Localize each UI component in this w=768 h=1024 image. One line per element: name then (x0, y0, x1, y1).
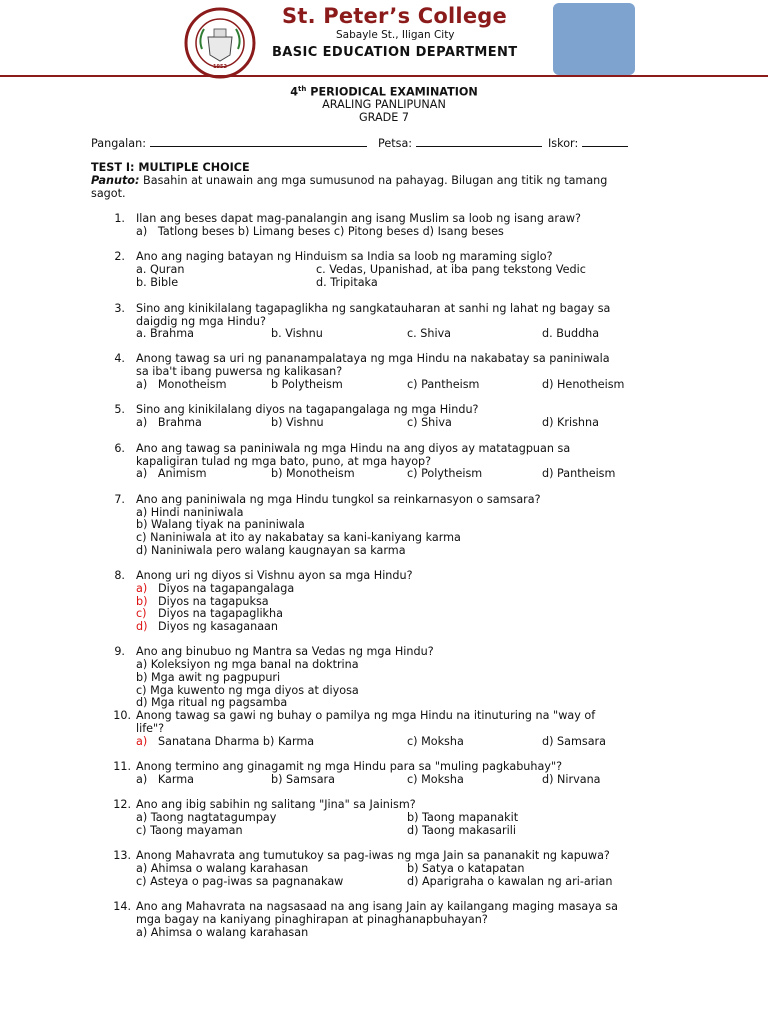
question-number: 2. (114, 250, 125, 263)
option-d: d. Buddha (542, 327, 600, 340)
question-text: Anong termino ang ginagamit ng mga Hindu para sa "muling pagkabuhay"? (136, 760, 563, 773)
question-number: 11. (113, 760, 131, 773)
exam-title: 4th PERIODICAL EXAMINATION (290, 85, 478, 99)
option-a: a. Quran (136, 263, 185, 276)
question-text-cont: life"? (136, 722, 165, 735)
question-text: Ano ang paniniwala ng mga Hindu tungkol sa reinkarnasyon o samsara? (136, 493, 541, 506)
option-a: a) Koleksiyon ng mga banal na doktrina (136, 658, 359, 671)
question-text: Anong tawag sa uri ng pananampalataya ng mga Hindu na nakabatay sa paniniwala (136, 352, 610, 365)
option-c: c) Mga kuwento ng mga diyos at diyosa (136, 684, 359, 697)
question-number: 8. (114, 569, 125, 582)
option-b: b) Taong mapanakit (407, 811, 519, 824)
question-text: Ano ang ibig sabihin ng salitang "Jina" sa Jainism? (136, 798, 416, 811)
option-c: c) Polytheism (407, 467, 483, 480)
option-c: c. Shiva (407, 327, 452, 340)
option-b: b. Vishnu (271, 327, 323, 340)
option-d: Diyos ng kasaganaan (158, 620, 278, 633)
name-blank[interactable] (150, 136, 367, 147)
option-c: c) Naniniwala at ito ay nakabatay sa kani-kaniyang karma (136, 531, 461, 544)
question-number: 12. (113, 798, 131, 811)
question-text-cont: sa iba't ibang puwersa ng kalikasan? (136, 365, 343, 378)
date-field[interactable]: Petsa: (378, 136, 542, 150)
option-d: d. Tripitaka (316, 276, 378, 289)
option-a-letter: a) (136, 735, 148, 748)
option-d: d) Mga ritual ng pagsamba (136, 696, 288, 709)
option-a: a) Animism (136, 467, 207, 480)
question-text: Ano ang naging batayan ng Hinduism sa India sa loob ng maraming siglo? (136, 250, 553, 263)
question-text: Anong tawag sa gawi ng buhay o pamilya ng mga Hindu na itinuturing na "way of (136, 709, 596, 722)
question-number: 9. (114, 645, 125, 658)
instructions-cont: sagot. (91, 187, 126, 200)
option-b: Diyos na tagapuksa (158, 595, 269, 608)
option-d: d) Henotheism (542, 378, 625, 391)
option-b: b. Bible (136, 276, 179, 289)
question-number: 5. (114, 403, 125, 416)
option-d: d) Pantheism (542, 467, 616, 480)
header-divider (0, 75, 768, 77)
option-c: c) Moksha (407, 735, 464, 748)
option-c: c) Asteya o pag-iwas sa pagnanakaw (136, 875, 344, 888)
option-d: d) Samsara (542, 735, 607, 748)
option-c-letter: c) (136, 607, 147, 620)
question-number: 14. (113, 900, 131, 913)
question-text-cont: kapaligiran tulad ng mga bato, puno, at mga hayop? (136, 455, 432, 468)
exam-grade: GRADE 7 (359, 111, 409, 124)
exam-subject: ARALING PANLIPUNAN (322, 98, 446, 111)
option-a: a) Monotheism (136, 378, 227, 391)
option-c: c. Vedas, Upanishad, at iba pang tekstong Vedic (316, 263, 586, 276)
date-blank[interactable] (416, 136, 542, 147)
option-b: b Polytheism (271, 378, 343, 391)
question-text: Ano ang Mahavrata na nagsasaad na ang isang Jain ay kailangang maging masaya sa (136, 900, 618, 913)
option-a: a) Ahimsa o walang karahasan (136, 862, 309, 875)
test-title: TEST I: MULTIPLE CHOICE (91, 161, 250, 174)
question-text: Anong Mahavrata ang tumutukoy sa pag-iwas ng mga Jain sa pananakit ng kapuwa? (136, 849, 610, 862)
option-a: Diyos na tagapangalaga (158, 582, 295, 595)
question-number: 13. (113, 849, 131, 862)
option-a: a. Brahma (136, 327, 194, 340)
option-b: b) Samsara (271, 773, 336, 786)
question-text: Sino ang kinikilalang tagapaglikha ng sangkatauharan at sanhi ng lahat ng bagay sa (136, 302, 611, 315)
question-number: 4. (114, 352, 125, 365)
option-c: c) Moksha (407, 773, 464, 786)
score-field[interactable]: Iskor: (548, 136, 628, 150)
option-a: a) Brahma (136, 416, 202, 429)
option-d: d) Taong makasarili (407, 824, 516, 837)
name-field[interactable]: Pangalan: (91, 136, 367, 150)
question-text-cont: mga bagay na kaniyang pinaghirapan at pinaghanapbuhayan? (136, 913, 488, 926)
option-c: Diyos na tagapaglikha (158, 607, 283, 620)
question-options: a) Tatlong beses b) Limang beses c) Pitong beses d) Isang beses (136, 225, 504, 238)
question-text-cont: daigdig ng mga Hindu? (136, 315, 266, 328)
option-a: a) Hindi naniniwala (136, 506, 244, 519)
option-a-letter: a) (136, 582, 148, 595)
question-number: 6. (114, 442, 125, 455)
option-b: b) Vishnu (271, 416, 324, 429)
question-number: 1. (114, 212, 125, 225)
option-d-letter: d) (136, 620, 148, 633)
option-c: c) Shiva (407, 416, 452, 429)
question-number: 3. (114, 302, 125, 315)
option-a: Sanatana Dharma b) Karma (158, 735, 315, 748)
question-text: Sino ang kinikilalang diyos na tagapangalaga ng mga Hindu? (136, 403, 479, 416)
question-number: 7. (114, 493, 125, 506)
option-a: a) Karma (136, 773, 195, 786)
school-name: St. Peter’s College (282, 4, 507, 28)
option-b: b) Satya o katapatan (407, 862, 525, 875)
department-name: BASIC EDUCATION DEPARTMENT (272, 45, 518, 60)
school-address: Sabayle St., Iligan City (336, 29, 455, 41)
question-number: 10. (113, 709, 131, 722)
instructions: Panuto: Basahin at unawain ang mga sumusunod na pahayag. Bilugan ang titik ng tamang (91, 174, 608, 187)
score-blank[interactable] (582, 136, 628, 147)
school-seal-logo (184, 7, 256, 79)
question-text: Ano ang tawag sa paniniwala ng mga Hindu na ang diyos ay matatagpuan sa (136, 442, 571, 455)
option-a: a) Ahimsa o walang karahasan (136, 926, 309, 939)
option-c: c) Pantheism (407, 378, 480, 391)
option-a: a) Taong nagtatagumpay (136, 811, 277, 824)
question-text: Ilan ang beses dapat mag-panalangin ang isang Muslim sa loob ng isang araw? (136, 212, 581, 225)
question-text: Anong uri ng diyos si Vishnu ayon sa mga Hindu? (136, 569, 413, 582)
option-b: b) Monotheism (271, 467, 355, 480)
option-d: d) Naniniwala pero walang kaugnayan sa karma (136, 544, 406, 557)
option-d: d) Nirvana (542, 773, 601, 786)
option-b-letter: b) (136, 595, 148, 608)
option-d: d) Aparigraha o kawalan ng ari-arian (407, 875, 613, 888)
svg-text:1952: 1952 (213, 64, 227, 70)
option-b: b) Walang tiyak na paniniwala (136, 518, 305, 531)
question-text: Ano ang binubuo ng Mantra sa Vedas ng mga Hindu? (136, 645, 434, 658)
option-b: b) Mga awit ng pagpupuri (136, 671, 281, 684)
option-d: d) Krishna (542, 416, 599, 429)
option-c: c) Taong mayaman (136, 824, 243, 837)
photo-placeholder (553, 3, 635, 75)
